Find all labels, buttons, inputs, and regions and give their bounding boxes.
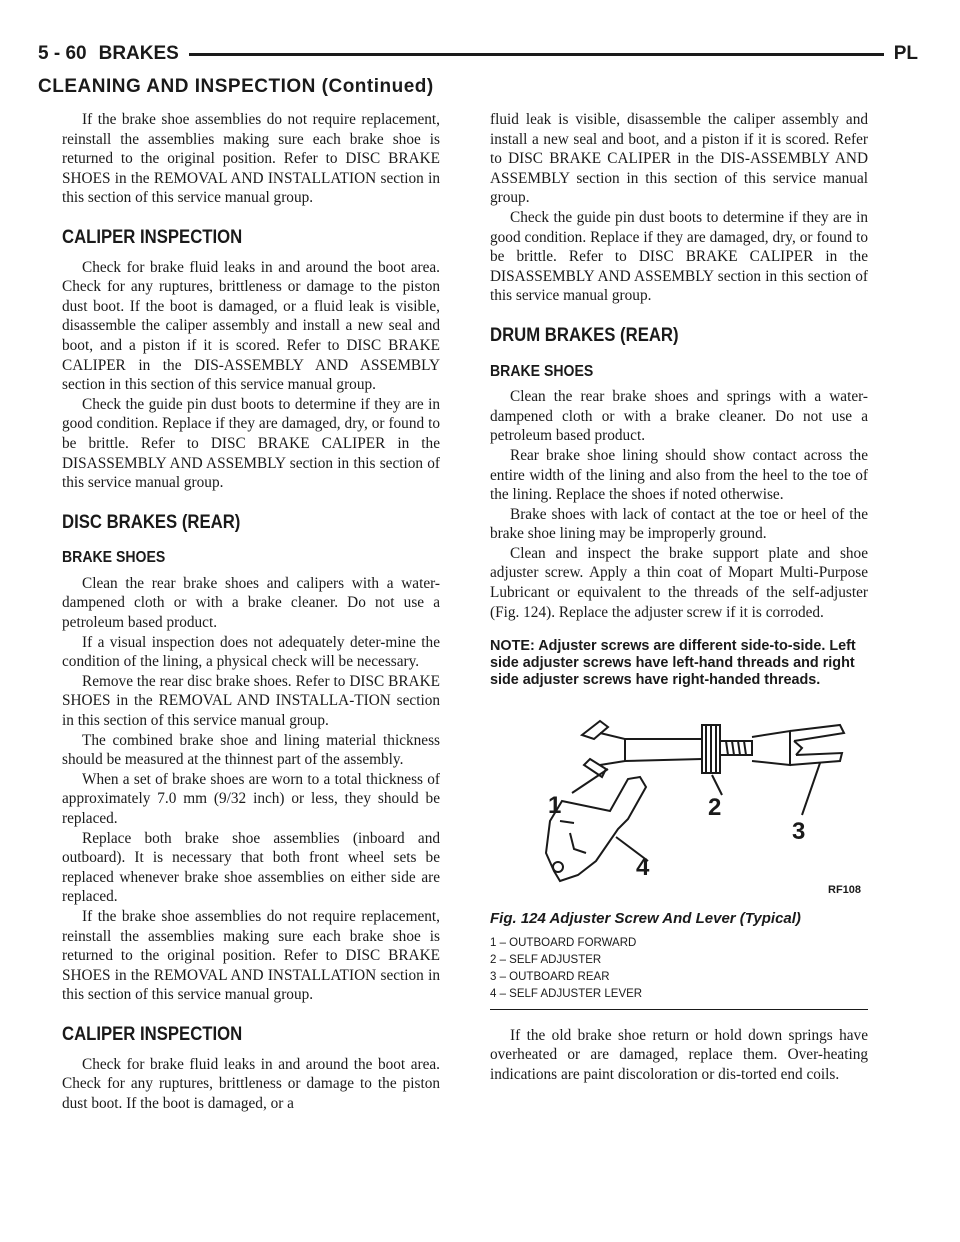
manual-code: PL (893, 43, 918, 64)
paragraph: Check the guide pin dust boots to determine if they are in good condition. Replace if they are damaged, dry, or found to be brittle. Refer to DISC BRAKE CALIPER in the DISASSEMBLY AND ASSEMBLY section in this section of this service manual group. (62, 395, 440, 492)
paragraph: Clean the rear brake shoes and springs with a water-dampened cloth or with a brake cleaner. Do not use a petroleum based product. (490, 388, 868, 445)
paragraph: Rear brake shoe lining should show contact across the entire width of the lining and also from the heel to the toe of the lining. Replace the shoes if noted otherwise. (490, 446, 868, 504)
right-column (490, 110, 868, 1085)
figure-caption: Fig. 124 Adjuster Screw And Lever (Typical) (490, 910, 801, 928)
callout-3: 3 (792, 818, 806, 846)
paragraph: If the brake shoe assemblies do not require replacement, reinstall the assemblies making sure each brake shoe is returned to the original position. Refer to DISC BRAKE SHOES in the REMOVAL AND INSTALLATION section in this section of this service manual group. (62, 907, 440, 1004)
figure-legend (490, 935, 868, 1003)
header-rule (189, 53, 884, 56)
legend-item: 3 – OUTBOARD REAR (490, 970, 610, 983)
page-subtitle: CLEANING AND INSPECTION (Continued) (38, 76, 434, 97)
paragraph: fluid leak is visible, disassemble the caliper assembly and install a new seal and boot, and a piston if it is scored. Refer to DISC BRAKE CALIPER in the DIS-ASSEMBLY AND ASSEMBLY section in this section of this service manual group. (490, 111, 868, 207)
paragraph: Clean and inspect the brake support plate and shoe adjuster screw. Apply a thin coat of Mopart Multi-Purpose Lubricant or equivalent to the threads of the self-adjuster (Fig. 124). Replace the adjuster screw if it is corroded. (490, 544, 868, 621)
paragraph: Check the guide pin dust boots to determine if they are in good condition. Replace if they are damaged, dry, or found to be brittle. Refer to DISC BRAKE CALIPER in the DISASSEMBLY AND ASSEMBLY section in this section of this service manual group. (490, 208, 868, 305)
heading-caliper-inspection: CALIPER INSPECTION (62, 226, 243, 248)
paragraph: Check for brake fluid leaks in and around the boot area. Check for any ruptures, brittleness or damage to the piston dust boot. If the boot is damaged, or a (62, 1055, 440, 1112)
left-column (62, 110, 440, 1113)
note-adjuster-screws: NOTE: Adjuster screws are different side-to-side. Left side adjuster screws have left-hand threads and right side adjuster screws have right-handed threads. (490, 638, 856, 689)
figure-adjuster-screw (490, 703, 868, 903)
heading-brake-shoes: BRAKE SHOES (62, 549, 166, 567)
paragraph: If the brake shoe assemblies do not require replacement, reinstall the assemblies making sure each brake shoe is returned to the original position. Refer to DISC BRAKE SHOES in the REMOVAL AND INSTALLATION section in this section of this service manual group. (62, 111, 440, 207)
heading-disc-brakes-rear: DISC BRAKES (REAR) (62, 511, 241, 533)
paragraph: When a set of brake shoes are worn to a total thickness of approximately 7.0 mm (9/32 inch) or less, they should be replaced. (62, 770, 440, 827)
heading-caliper-inspection-2: CALIPER INSPECTION (62, 1023, 243, 1045)
callout-1: 1 (548, 792, 562, 820)
legend-divider (490, 1009, 868, 1010)
paragraph: Clean the rear brake shoes and calipers with a water-dampened cloth or with a brake cleaner. Do not use a petroleum based product. (62, 574, 440, 632)
adjuster-screw-illustration (490, 703, 868, 903)
legend-item: 1 – OUTBOARD FORWARD (490, 936, 637, 949)
heading-drum-brakes-rear: DRUM BRAKES (REAR) (490, 324, 679, 346)
paragraph: Check for brake fluid leaks in and around the boot area. Check for any ruptures, brittleness or damage to the piston dust boot. If the boot is damaged, or a fluid leak is visible, disassemble the caliper assembly and install a new seal and boot, and a piston if it is scored. Refer to DISC BRAKE CALIPER in the DIS-ASSEMBLY AND ASSEMBLY section in this section of this service manual group. (62, 258, 440, 394)
paragraph: Brake shoes with lack of contact at the toe or heel of the brake shoe lining may be improperly ground. (490, 505, 868, 543)
figure-code: RF108 (828, 884, 862, 897)
page-header (38, 40, 918, 68)
paragraph: The combined brake shoe and lining material thickness should be measured at the thinnest part of the assembly. (62, 731, 440, 769)
paragraph: If the old brake shoe return or hold down springs have overheated or are damaged, replace them. Over-heating indications are paint discoloration or dis-torted end coils. (490, 1026, 868, 1084)
heading-brake-shoes: BRAKE SHOES (490, 362, 594, 380)
section-name: BRAKES (98, 43, 179, 64)
paragraph: If a visual inspection does not adequately deter-mine the condition of the lining, a physical check will be necessary. (62, 633, 440, 671)
page-number: 5 - 60 (38, 43, 87, 64)
legend-item: 2 – SELF ADJUSTER (490, 953, 602, 966)
callout-2: 2 (708, 794, 722, 822)
legend-item: 4 – SELF ADJUSTER LEVER (490, 987, 643, 1000)
callout-4: 4 (636, 854, 650, 882)
paragraph: Replace both brake shoe assemblies (inboard and outboard). It is necessary that both front wheel sets be replaced whenever brake shoe assemblies on either side are replaced. (62, 829, 440, 906)
paragraph: Remove the rear disc brake shoes. Refer to DISC BRAKE SHOES in the REMOVAL AND INSTALLA-TION section in this section of this service manual group. (62, 672, 440, 730)
